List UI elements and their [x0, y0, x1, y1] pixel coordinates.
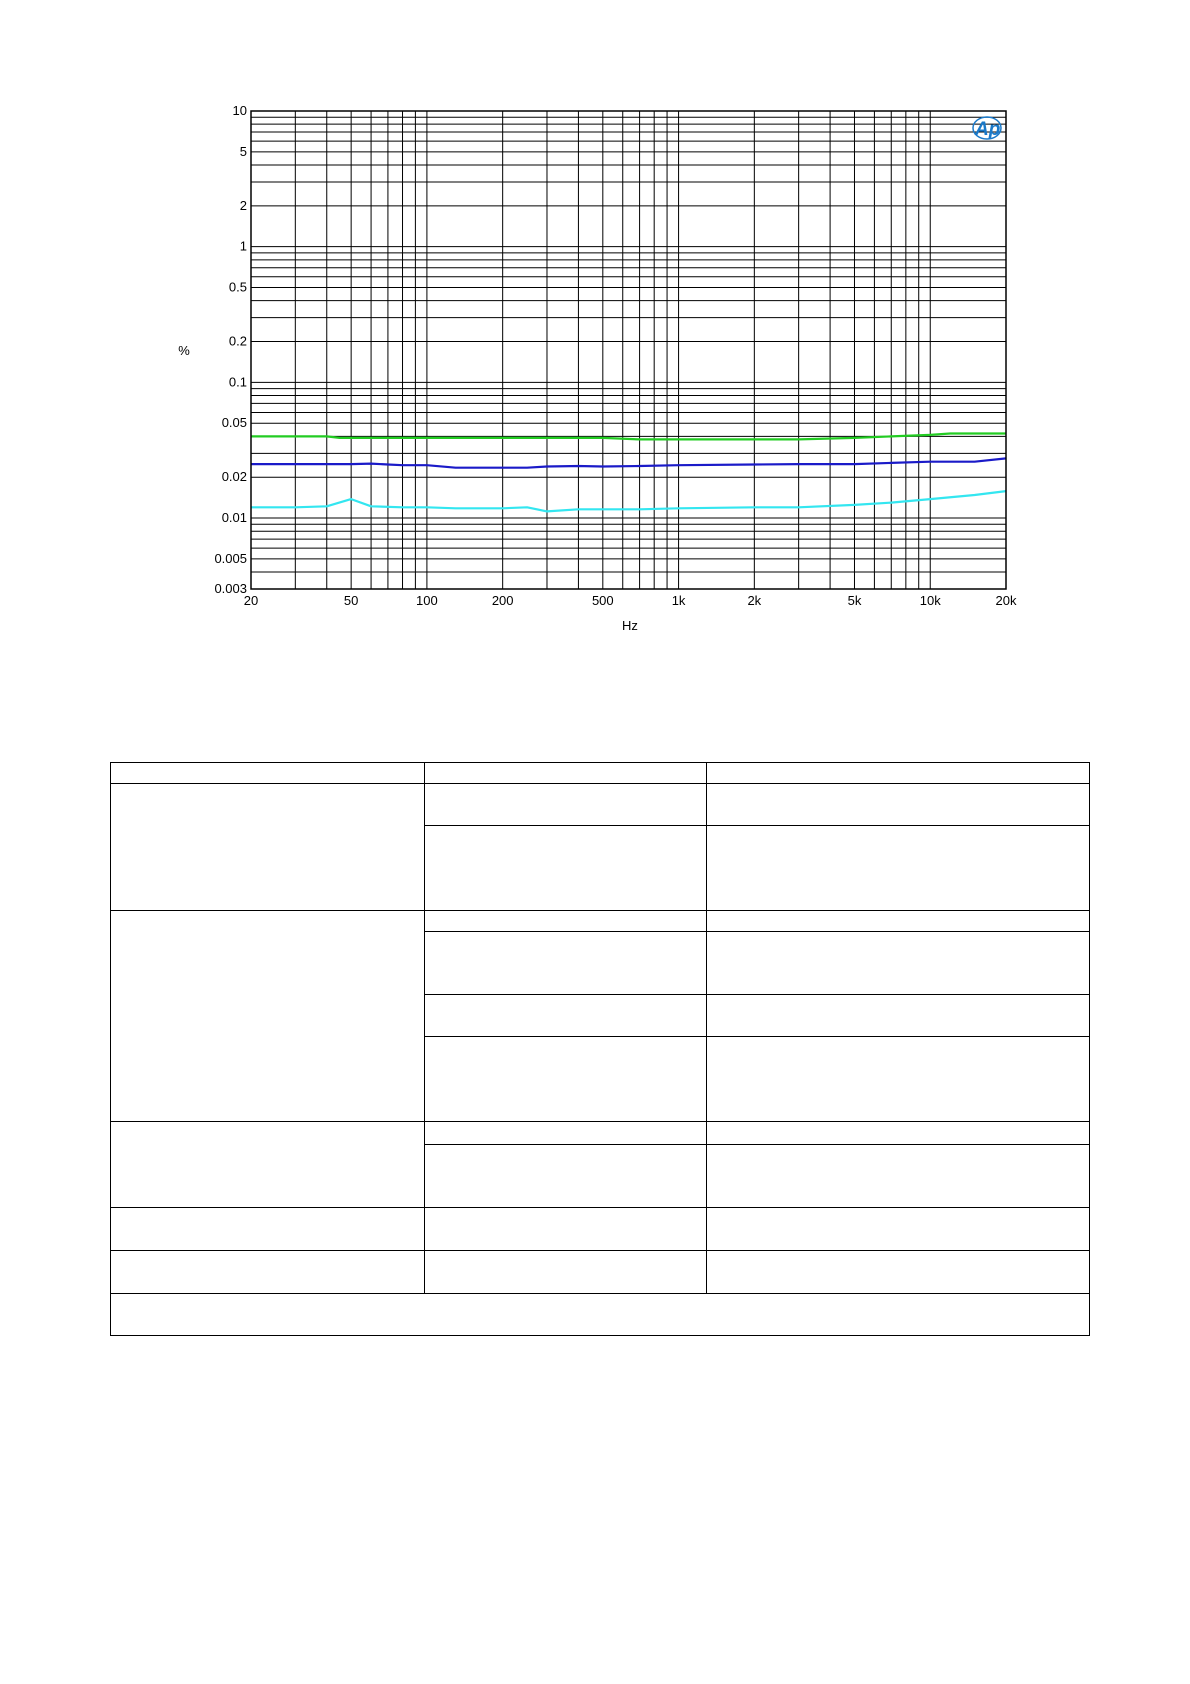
table-row: [111, 911, 1090, 932]
y-tick-label: 0.5: [228, 279, 247, 295]
table-cell: [707, 826, 1090, 911]
table-cell: [707, 1251, 1090, 1294]
series-line-2: [251, 458, 1006, 467]
table-cell: [425, 1122, 707, 1145]
table-cell: [425, 1208, 707, 1251]
y-tick-label: 0.003: [214, 581, 247, 596]
x-tick-label: 20: [243, 593, 259, 608]
table-row: [111, 763, 1090, 784]
table-cell: [707, 1208, 1090, 1251]
series-line-3: [251, 491, 1006, 511]
table-cell: [425, 1251, 707, 1294]
ap-logo-text: Ap: [975, 119, 1001, 140]
spec-table: [110, 762, 1090, 1336]
y-tick-label: 1: [239, 238, 247, 254]
y-tick-label: 0.01: [221, 510, 247, 526]
grid: [251, 111, 1006, 589]
table-cell: [111, 1208, 425, 1251]
x-tick-label: 5k: [847, 593, 862, 608]
y-tick-label: 0.02: [221, 469, 247, 485]
table-cell: [425, 932, 707, 995]
table-cell: [707, 784, 1090, 826]
y-tick-label: 0.2: [228, 333, 247, 349]
table-row: [111, 784, 1090, 826]
y-axis-label: %: [178, 343, 190, 358]
table-row: [111, 1122, 1090, 1145]
x-tick-label: 20k: [995, 593, 1017, 608]
table-cell: [425, 911, 707, 932]
x-tick-label: 10k: [919, 593, 941, 608]
table-cell: [425, 826, 707, 911]
table-cell: [707, 932, 1090, 995]
thd-vs-frequency-chart: [0, 0, 1190, 660]
table-row: [111, 1208, 1090, 1251]
y-tick-label: 0.05: [221, 415, 247, 431]
table-cell: [111, 1294, 1090, 1336]
x-tick-label: 2k: [747, 593, 762, 608]
table-cell: [707, 995, 1090, 1037]
plot-frame: [251, 111, 1006, 589]
x-tick-label: 500: [591, 593, 614, 608]
table-cell: [707, 911, 1090, 932]
x-tick-label: 50: [343, 593, 359, 608]
table-cell: [111, 763, 425, 784]
x-tick-label: 1k: [671, 593, 686, 608]
tick-labels: [214, 103, 1017, 608]
table-cell: [425, 1145, 707, 1208]
table-cell: [111, 911, 425, 1122]
y-tick-label: 5: [239, 143, 247, 159]
table-cell: [707, 1145, 1090, 1208]
table-cell: [707, 1037, 1090, 1122]
ap-logo: [973, 117, 1001, 140]
table-cell: [111, 1122, 425, 1208]
table-cell: [425, 784, 707, 826]
table-cell: [425, 1037, 707, 1122]
table-cell: [111, 1251, 425, 1294]
table-cell: [425, 763, 707, 784]
x-tick-label: 100: [416, 593, 438, 608]
y-tick-label: 0.1: [228, 374, 247, 390]
table-row: [111, 1294, 1090, 1336]
table-cell: [425, 995, 707, 1037]
table-cell: [111, 784, 425, 911]
series-lines: [251, 434, 1006, 512]
table-row: [111, 1251, 1090, 1294]
y-tick-label: 10: [232, 103, 247, 118]
table-cell: [707, 1122, 1090, 1145]
y-tick-label: 2: [239, 197, 247, 213]
x-tick-label: 200: [491, 593, 514, 608]
table-cell: [707, 763, 1090, 784]
y-tick-label: 0.005: [214, 550, 247, 566]
x-axis-label: Hz: [622, 618, 638, 633]
